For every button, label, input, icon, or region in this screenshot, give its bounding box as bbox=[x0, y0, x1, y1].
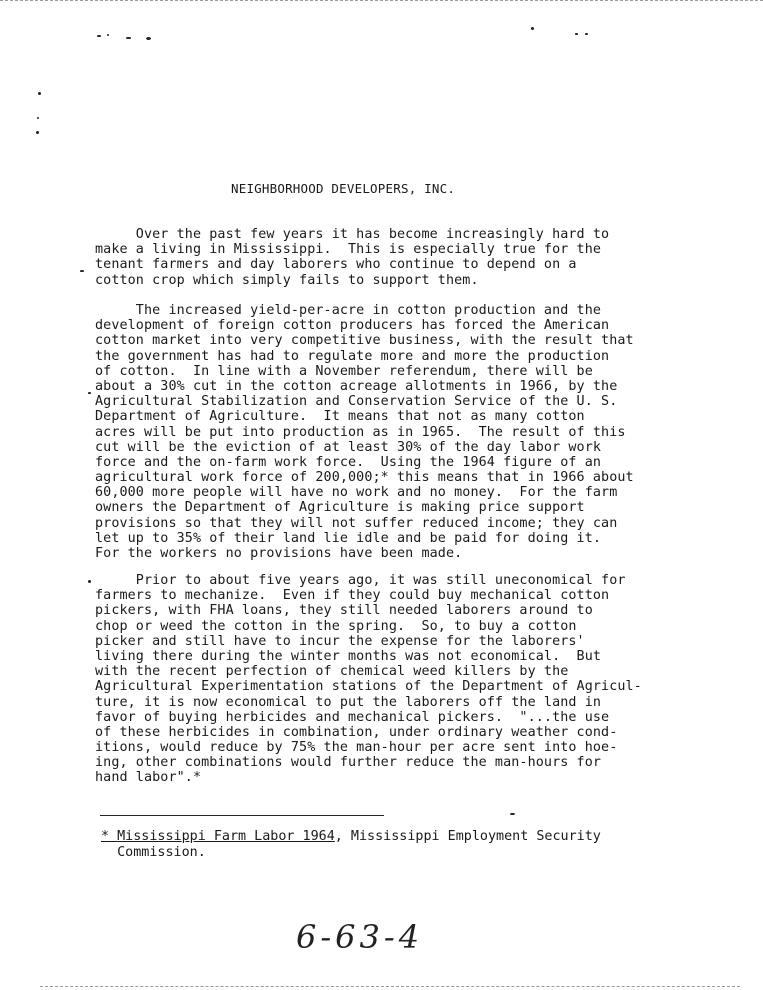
paragraph-line: ture, it is now economical to put the laborers off the land in bbox=[95, 694, 602, 710]
paragraph-line: about a 30% cut in the cotton acreage allotments in 1966, by the bbox=[95, 378, 618, 394]
scan-speck bbox=[36, 131, 39, 134]
paragraph-line: of cotton. In line with a November referendum, there will be bbox=[95, 363, 593, 379]
paragraph-line: let up to 35% of their land lie idle and be paid for doing it. bbox=[95, 530, 602, 546]
paragraph-line: cotton crop which simply fails to support them. bbox=[95, 272, 479, 288]
scan-speck bbox=[575, 33, 578, 35]
scan-speck bbox=[37, 117, 39, 119]
scan-bottom-edge bbox=[40, 986, 740, 987]
paragraph-line: development of foreign cotton producers has forced the American bbox=[95, 318, 610, 334]
paragraph-line: farmers to mechanize. Even if they could buy mechanical cotton bbox=[95, 588, 610, 604]
scan-speck bbox=[97, 35, 101, 37]
paragraph-line: force and the on-farm work force. Using the 1964 figure of an bbox=[95, 454, 602, 470]
scan-top-edge bbox=[0, 0, 763, 1]
footnote-marker: * bbox=[101, 829, 118, 844]
paragraph-line: make a living in Mississippi. This is especially true for the bbox=[95, 242, 602, 258]
paragraph-line: 60,000 more people will have no work and no money. For the farm bbox=[95, 485, 618, 501]
document-title: NEIGHBORHOOD DEVELOPERS, INC. bbox=[231, 181, 456, 196]
paragraph-3 bbox=[95, 573, 715, 786]
scan-speck bbox=[146, 37, 151, 40]
scan-speck bbox=[88, 392, 91, 394]
paragraph-line: ing, other combinations would further reduce the man-hours for bbox=[95, 755, 602, 771]
scan-speck bbox=[126, 37, 131, 39]
paragraph-line: cut will be the eviction of at least 30% of the day labor work bbox=[95, 439, 602, 455]
footnote-line: Commission. bbox=[101, 844, 206, 860]
footnote-line bbox=[101, 829, 721, 845]
paragraph-line: acres will be put into production as in 1965. The result of this bbox=[95, 424, 626, 440]
scan-speck bbox=[510, 813, 515, 815]
paragraph-line: hand labor".* bbox=[95, 770, 202, 786]
scan-speck bbox=[585, 33, 588, 35]
paragraph-line: For the workers no provisions have been made. bbox=[95, 546, 463, 561]
paragraph-line: cotton market into very competitive business, with the result that bbox=[95, 333, 634, 349]
paragraph-2 bbox=[95, 303, 715, 561]
paragraph-line: agricultural work force of 200,000;* this means that in 1966 about bbox=[95, 470, 634, 486]
paragraph-line: chop or weed the cotton in the spring. So, to buy a cotton bbox=[95, 618, 577, 634]
paragraph-line: the government has had to regulate more and more the production bbox=[95, 348, 610, 364]
scan-speck bbox=[88, 580, 91, 583]
footnote-rule bbox=[100, 815, 384, 816]
scan-speck bbox=[107, 34, 109, 36]
paragraph-line: favor of buying herbicides and mechanical pickers. "...the use bbox=[95, 709, 610, 725]
paragraph-line: Prior to about five years ago, it was still uneconomical for bbox=[95, 573, 626, 588]
paragraph-line: Over the past few years it has become increasingly hard to bbox=[95, 227, 610, 242]
scan-speck bbox=[38, 92, 41, 95]
footnote bbox=[101, 829, 721, 860]
scan-speck bbox=[531, 27, 534, 30]
paragraph-line: Agricultural Experimentation stations of the Department of Agricul- bbox=[95, 679, 642, 695]
paragraph-line: owners the Department of Agriculture is making price support bbox=[95, 500, 585, 516]
paragraph-line: The increased yield-per-acre in cotton production and the bbox=[95, 303, 602, 318]
footnote-source-rest: , Mississippi Employment Security bbox=[334, 829, 601, 844]
paragraph-line: with the recent perfection of chemical weed killers by the bbox=[95, 664, 569, 680]
footnote-source-title: Mississippi Farm Labor 1964 bbox=[117, 829, 335, 844]
paragraph-line: pickers, with FHA loans, they still needed laborers around to bbox=[95, 603, 593, 619]
paragraph-line: itions, would reduce by 75% the man-hour per acre sent into hoe- bbox=[95, 740, 618, 756]
scan-speck bbox=[80, 270, 84, 272]
paragraph-line: of these herbicides in combination, under ordinary weather cond- bbox=[95, 724, 618, 740]
paragraph-line: picker and still have to incur the expense for the laborers' bbox=[95, 633, 585, 649]
paragraph-1 bbox=[95, 227, 715, 288]
paragraph-line: tenant farmers and day laborers who continue to depend on a bbox=[95, 257, 577, 273]
handwritten-document-number: 6-63-4 bbox=[296, 918, 424, 956]
paragraph-line: living there during the winter months was not economical. But bbox=[95, 648, 602, 664]
paragraph-line: provisions so that they will not suffer reduced income; they can bbox=[95, 515, 618, 531]
paragraph-line: Department of Agriculture. It means that not as many cotton bbox=[95, 409, 585, 425]
paragraph-line: Agricultural Stabilization and Conservation Service of the U. S. bbox=[95, 394, 618, 410]
